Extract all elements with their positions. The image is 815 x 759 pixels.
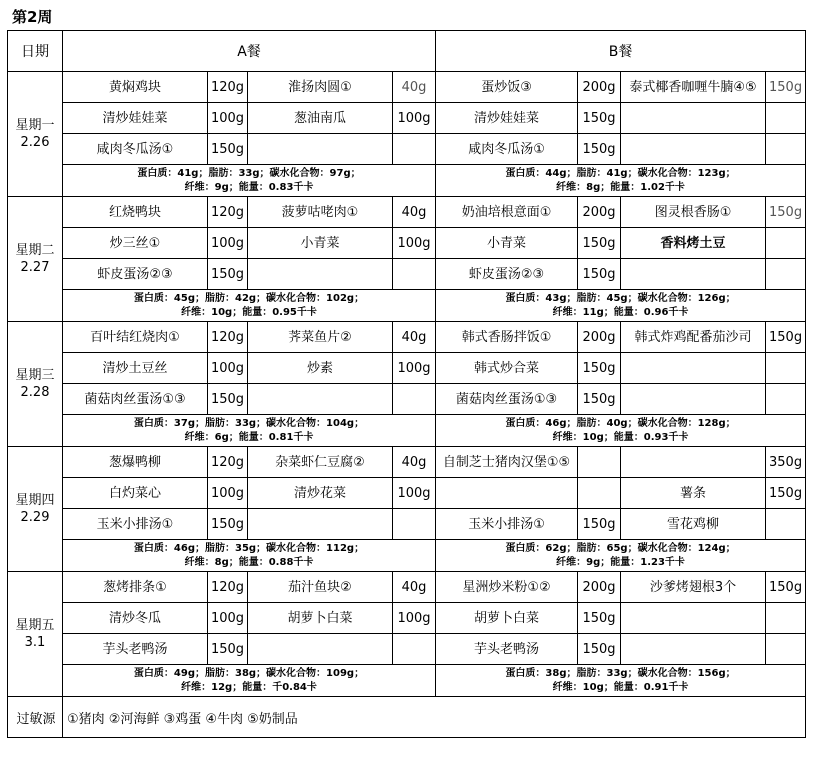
menu-row [8,259,806,290]
dish-weight: 150g [578,603,621,634]
dish-name [621,353,766,384]
nutrition-a [63,415,436,447]
nutrition-line: 纤维：9g；能量：1.23千卡 [556,556,685,568]
dish-weight: 150g [578,634,621,665]
allergen-label: 过敏源 [8,697,63,738]
dish-weight [766,134,806,165]
nutrition-b [436,665,806,697]
day-cell [8,447,63,572]
dish-name: 小青菜 [248,228,393,259]
dish-name: 小青菜 [436,228,578,259]
dish-weight: 100g [208,228,248,259]
nutrition-line: 蛋白质：46g；脂肪：35g；碳水化合物：112g； [133,542,365,554]
dish-name [621,259,766,290]
dish-weight: 100g [208,603,248,634]
menu-row [8,353,806,384]
dish-name [621,103,766,134]
dish-name: 菌菇肉丝蛋汤①③ [63,384,208,415]
dish-name: 荠菜鱼片② [248,322,393,353]
nutrition-line: 纤维：10g；能量：0.93千卡 [552,431,689,443]
nutrition-row [8,165,806,197]
dish-weight: 100g [208,478,248,509]
menu-row [8,572,806,603]
dish-name: 咸肉冬瓜汤① [63,134,208,165]
dish-name [248,384,393,415]
dish-weight: 120g [208,72,248,103]
dish-name: 百叶结红烧肉① [63,322,208,353]
dish-name: 玉米小排汤① [63,509,208,540]
nutrition-line: 蛋白质：41g；脂肪：33g；碳水化合物：97g； [137,167,361,179]
nutrition-line: 蛋白质：38g；脂肪：33g；碳水化合物：156g； [505,667,736,679]
dish-weight: 200g [578,72,621,103]
dish-weight [393,509,436,540]
dish-weight: 150g [766,572,806,603]
dish-weight [766,634,806,665]
dish-weight: 120g [208,447,248,478]
dish-name: 菌菇肉丝蛋汤①③ [436,384,578,415]
nutrition-a [63,290,436,322]
nutrition-row [8,415,806,447]
dish-weight: 150g [578,259,621,290]
day-name: 星期三 [15,368,55,383]
dish-weight: 100g [393,353,436,384]
dish-name: 葱油南瓜 [248,103,393,134]
dish-name: 清炒娃娃菜 [436,103,578,134]
nutrition-line: 纤维：12g；能量：千0.84卡 [181,681,317,693]
dish-name: 香料烤土豆 [621,228,766,259]
week-title: 第2周 [12,8,53,26]
dish-weight: 100g [208,353,248,384]
dish-weight: 200g [578,197,621,228]
dish-name [248,259,393,290]
nutrition-line: 蛋白质：37g；脂肪：33g；碳水化合物：104g； [133,417,365,429]
dish-weight: 150g [578,103,621,134]
day-date: 2.29 [20,510,50,525]
nutrition-a [63,165,436,197]
header-date: 日期 [8,31,63,72]
dish-name: 茄汁鱼块② [248,572,393,603]
dish-weight: 40g [393,72,436,103]
dish-weight: 150g [578,509,621,540]
dish-name: 薯条 [621,478,766,509]
nutrition-line: 蛋白质：49g；脂肪：38g；碳水化合物：109g； [133,667,365,679]
dish-weight [578,447,621,478]
dish-weight [578,478,621,509]
dish-weight: 40g [393,572,436,603]
dish-weight: 40g [393,447,436,478]
dish-name [621,384,766,415]
dish-name: 杂菜虾仁豆腐② [248,447,393,478]
menu-table [7,30,806,738]
day-cell [8,322,63,447]
dish-name: 红烧鸭块 [63,197,208,228]
dish-name [621,603,766,634]
nutrition-row [8,540,806,572]
day-date: 3.1 [24,635,46,650]
nutrition-line: 纤维：10g；能量：0.91千卡 [552,681,689,693]
nutrition-b [436,415,806,447]
menu-row [8,228,806,259]
dish-name [621,634,766,665]
nutrition-line: 纤维：8g；能量：1.02千卡 [556,181,685,193]
dish-weight: 120g [208,197,248,228]
dish-name: 奶油培根意面① [436,197,578,228]
dish-name: 菠萝咕咾肉① [248,197,393,228]
nutrition-line: 蛋白质：43g；脂肪：45g；碳水化合物：126g； [505,292,736,304]
dish-weight [766,509,806,540]
menu-row [8,478,806,509]
dish-name: 星洲炒米粉①② [436,572,578,603]
dish-weight: 150g [766,197,806,228]
menu-row [8,509,806,540]
nutrition-a [63,540,436,572]
dish-weight: 150g [578,134,621,165]
dish-name: 葱烤排条① [63,572,208,603]
dish-name: 咸肉冬瓜汤① [436,134,578,165]
day-date: 2.27 [20,260,50,275]
header-row [8,31,806,72]
nutrition-line: 纤维：9g；能量：0.83千卡 [184,181,314,193]
nutrition-b [436,540,806,572]
nutrition-line: 纤维：6g；能量：0.81千卡 [184,431,314,443]
nutrition-line: 纤维：10g；能量：0.95千卡 [181,306,317,318]
nutrition-a [63,665,436,697]
dish-name: 韩式香肠拌饭① [436,322,578,353]
dish-weight: 200g [578,572,621,603]
menu-row [8,447,806,478]
dish-name [621,134,766,165]
dish-weight: 150g [208,134,248,165]
dish-name: 炒素 [248,353,393,384]
dish-weight: 40g [393,322,436,353]
menu-row [8,384,806,415]
dish-name: 虾皮蛋汤②③ [63,259,208,290]
menu-row [8,634,806,665]
dish-name: 泰式椰香咖喱牛腩④⑤ [621,72,766,103]
header-a-meal: A餐 [63,31,436,72]
day-date: 2.26 [20,135,50,150]
dish-name: 胡萝卜白菜 [248,603,393,634]
dish-weight: 40g [393,197,436,228]
dish-weight [393,259,436,290]
dish-weight: 100g [393,478,436,509]
dish-weight: 150g [766,478,806,509]
menu-row [8,134,806,165]
dish-name: 白灼菜心 [63,478,208,509]
day-name: 星期四 [15,493,55,508]
dish-name: 芋头老鸭汤 [436,634,578,665]
day-cell [8,72,63,197]
dish-weight: 100g [393,228,436,259]
dish-name: 清炒土豆丝 [63,353,208,384]
dish-weight [393,634,436,665]
nutrition-row [8,665,806,697]
dish-weight: 150g [766,322,806,353]
dish-weight [766,103,806,134]
dish-weight [766,228,806,259]
dish-weight [393,134,436,165]
day-date: 2.28 [20,385,50,400]
dish-name: 芋头老鸭汤 [63,634,208,665]
nutrition-line: 纤维：11g；能量：0.96千卡 [552,306,689,318]
dish-weight [766,384,806,415]
dish-weight [766,259,806,290]
nutrition-line: 蛋白质：44g；脂肪：41g；碳水化合物：123g； [505,167,736,179]
dish-name: 清炒冬瓜 [63,603,208,634]
dish-weight: 150g [208,634,248,665]
dish-weight: 150g [578,384,621,415]
dish-name [248,509,393,540]
menu-row [8,322,806,353]
header-b-meal: B餐 [436,31,806,72]
day-cell [8,572,63,697]
dish-name [248,634,393,665]
dish-name: 玉米小排汤① [436,509,578,540]
menu-row [8,103,806,134]
dish-name [248,134,393,165]
dish-weight: 200g [578,322,621,353]
dish-weight: 150g [208,509,248,540]
dish-name: 淮扬肉圆① [248,72,393,103]
nutrition-line: 蛋白质：46g；脂肪：40g；碳水化合物：128g； [505,417,736,429]
dish-weight [766,603,806,634]
dish-name: 清炒花菜 [248,478,393,509]
allergen-row [8,697,806,738]
allergen-legend: ①猪肉 ②河海鲜 ③鸡蛋 ④牛肉 ⑤奶制品 [63,697,806,738]
nutrition-line: 纤维：8g；能量：0.88千卡 [184,556,314,568]
dish-name: 葱爆鸭柳 [63,447,208,478]
dish-name [621,447,766,478]
day-name: 星期一 [15,118,55,133]
dish-name: 清炒娃娃菜 [63,103,208,134]
day-name: 星期五 [15,618,55,633]
dish-name: 炒三丝① [63,228,208,259]
day-cell [8,197,63,322]
dish-weight: 100g [393,603,436,634]
menu-row [8,72,806,103]
dish-weight: 150g [208,259,248,290]
dish-weight: 150g [766,72,806,103]
dish-weight: 150g [578,353,621,384]
nutrition-line: 蛋白质：62g；脂肪：65g；碳水化合物：124g； [505,542,736,554]
menu-row [8,197,806,228]
dish-name: 虾皮蛋汤②③ [436,259,578,290]
dish-weight: 150g [208,384,248,415]
dish-name: 胡萝卜白菜 [436,603,578,634]
nutrition-b [436,165,806,197]
dish-weight: 100g [208,103,248,134]
dish-weight: 150g [578,228,621,259]
dish-name: 韩式炸鸡配番茄沙司 [621,322,766,353]
dish-weight: 120g [208,572,248,603]
dish-name: 蛋炒饭③ [436,72,578,103]
dish-name: 韩式炒合菜 [436,353,578,384]
dish-weight: 350g [766,447,806,478]
dish-name: 沙爹烤翅根3个 [621,572,766,603]
dish-name: 雪花鸡柳 [621,509,766,540]
dish-name [436,478,578,509]
day-name: 星期二 [15,243,55,258]
dish-weight [766,353,806,384]
dish-name: 黄焖鸡块 [63,72,208,103]
menu-row [8,603,806,634]
dish-weight: 100g [393,103,436,134]
dish-name: 图灵根香肠① [621,197,766,228]
dish-name: 自制芝士猪肉汉堡①⑤ [436,447,578,478]
nutrition-line: 蛋白质：45g；脂肪：42g；碳水化合物：102g； [133,292,365,304]
nutrition-row [8,290,806,322]
dish-weight: 120g [208,322,248,353]
dish-weight [393,384,436,415]
nutrition-b [436,290,806,322]
